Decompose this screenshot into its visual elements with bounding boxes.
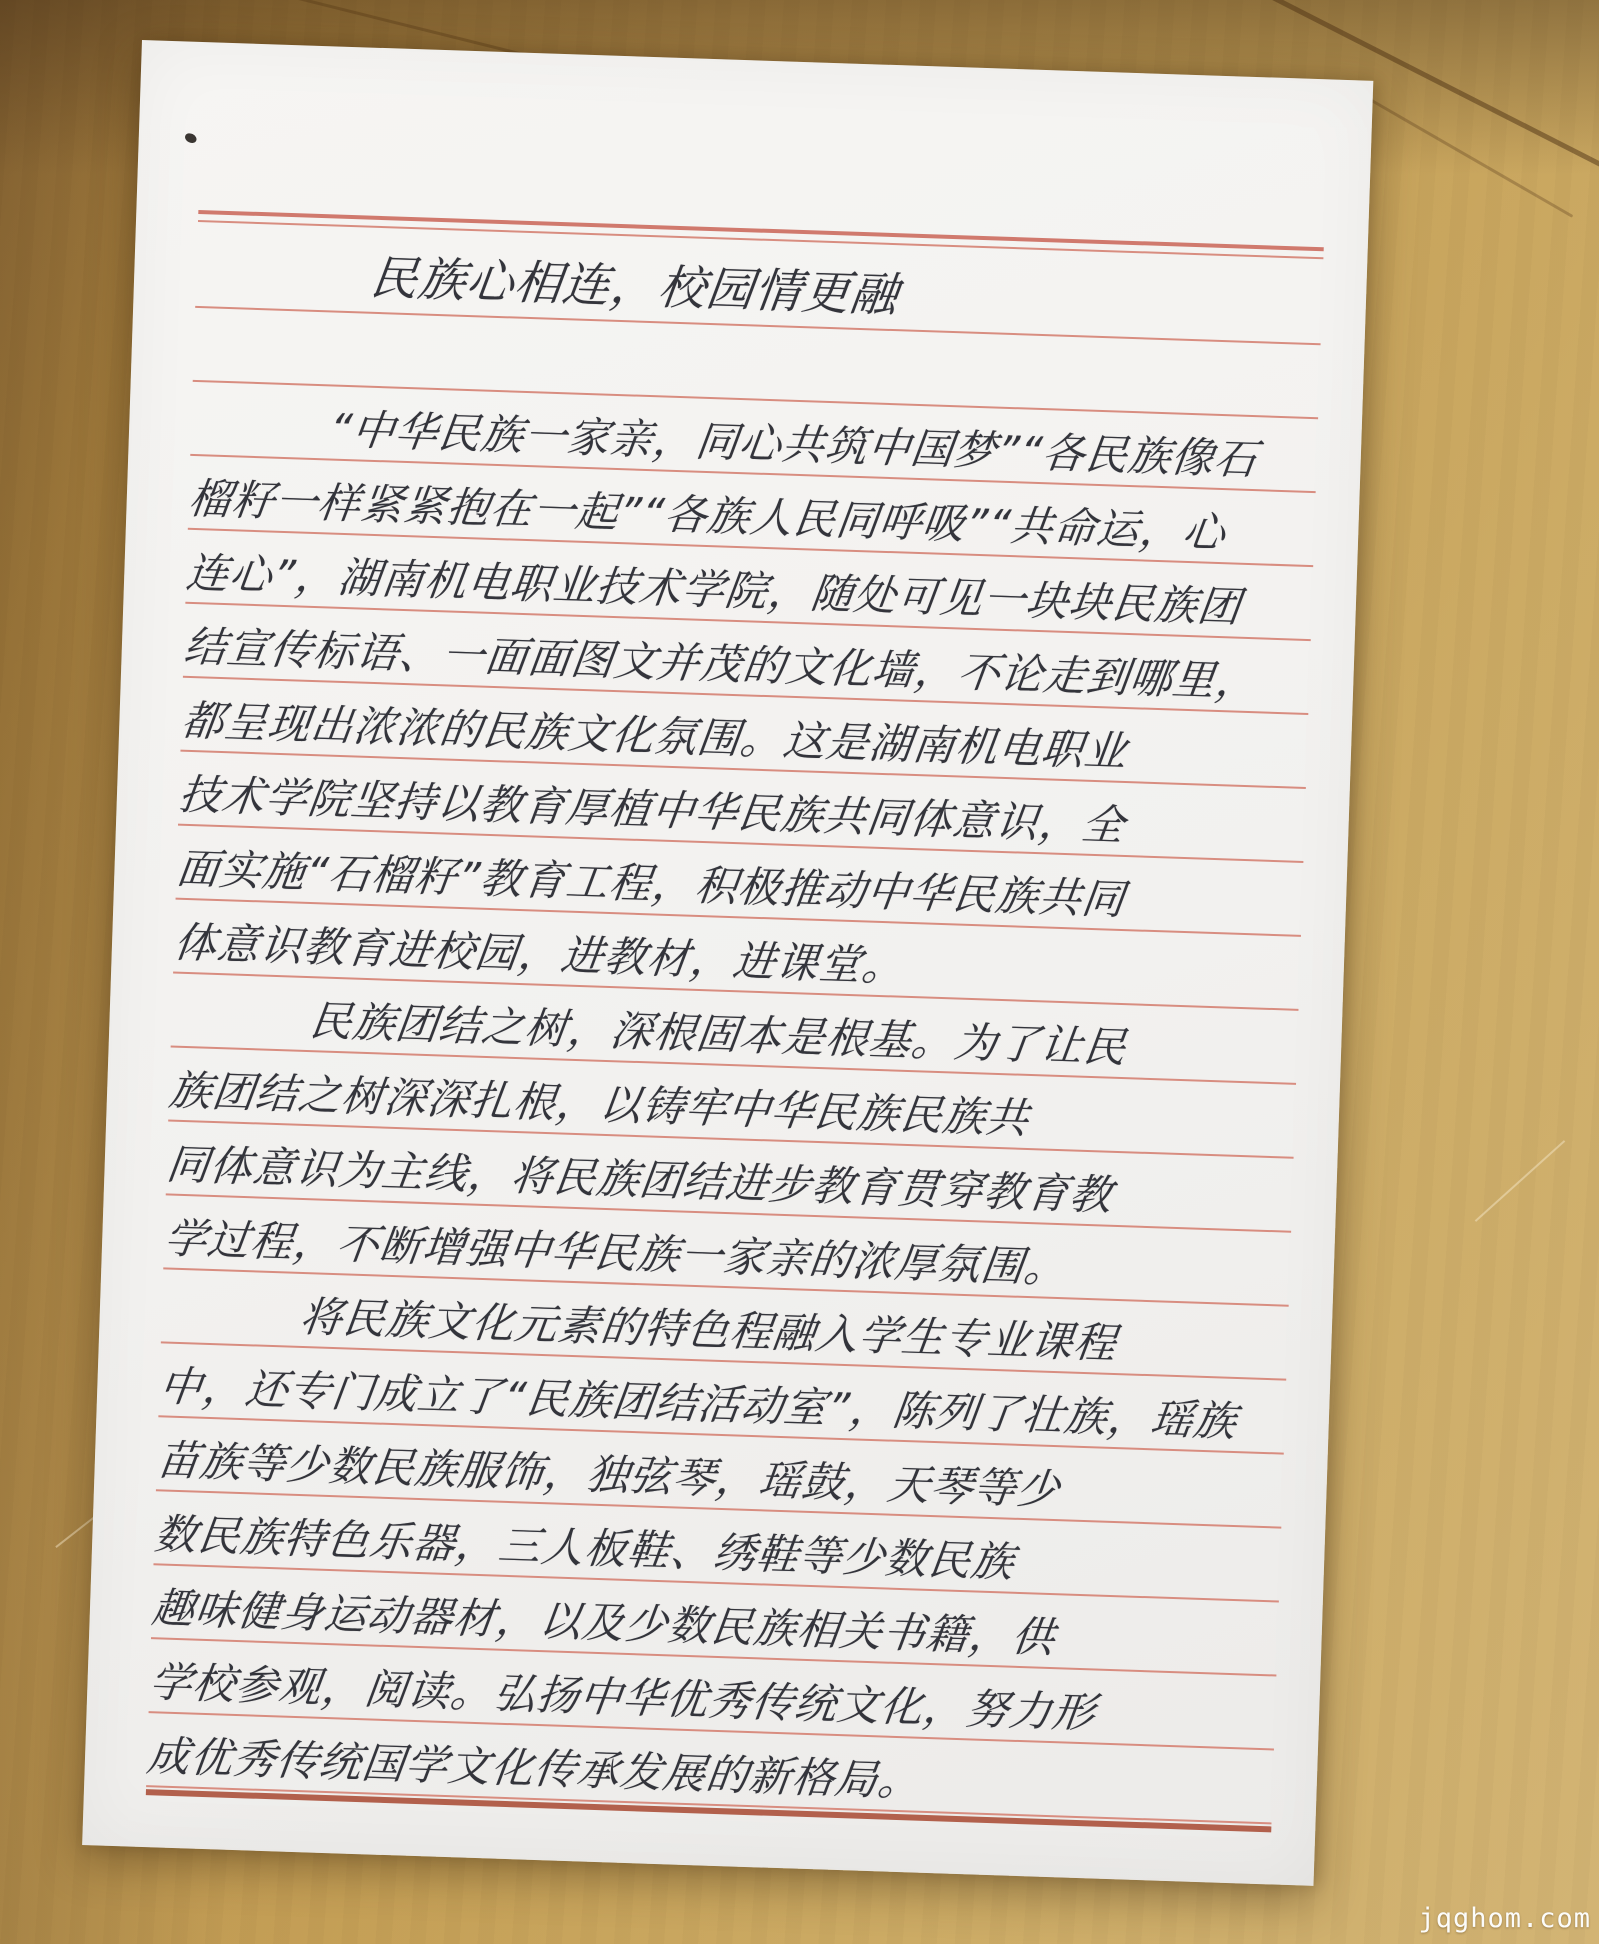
handwritten-text: 技术学院坚持以教育厚植中华民族共同体意识，全 [176, 769, 1128, 850]
handwritten-text: 体意识教育进校园，进教材，进课堂。 [171, 917, 909, 991]
handwritten-text: “中华民族一家亲，同心共筑中国梦”“各民族像石 [326, 404, 1261, 485]
paper-content [146, 42, 1330, 1832]
handwritten-text: 结宣传标语、一面面图文并茂的文化墙，不论走到哪里， [181, 621, 1262, 707]
handwritten-essay-paper [82, 40, 1373, 1886]
handwritten-text: 榴籽一样紧紧抱在一起”“各族人民同呼吸”“共命运，心 [186, 473, 1229, 558]
handwritten-text: 同体意识为主线，将民族团结进步教育贯穿教育教 [164, 1139, 1116, 1220]
handwritten-text: 族团结之树深深扎根，以铸牢中华民族民族共 [166, 1065, 1033, 1143]
watermark: jqghom.com [1418, 1903, 1591, 1934]
handwritten-text: 数民族特色乐器，三人板鞋、绣鞋等少数民族 [151, 1509, 1018, 1587]
handwritten-text: 苗族等少数民族服饰，独弦琴，瑶鼓，天琴等少 [154, 1435, 1063, 1515]
wood-grain-line [1347, 85, 1574, 218]
handwritten-text: 连心”，湖南机电职业技术学院，随处可见一块块民族团 [183, 547, 1244, 632]
essay-title: 民族心相连，校园情更融 [367, 250, 902, 324]
handwritten-text: 面实施“石榴籽”教育工程，积极推动中华民族共同 [174, 843, 1128, 924]
essay-body [146, 382, 1318, 1825]
ink-speck [183, 131, 198, 144]
table-scratch [1475, 1140, 1566, 1222]
handwritten-text: 趣味健身运动器材，以及少数民族相关书籍，供 [149, 1583, 1058, 1663]
handwritten-text: 民族团结之树，深根固本是根基。为了让民 [307, 996, 1130, 1073]
handwritten-text: 学校参观，阅读。弘扬中华优秀传统文化，努力形 [147, 1657, 1099, 1738]
handwritten-text: 中，还专门成立了“民族团结活动室”，陈列了壮族，瑶族 [156, 1361, 1240, 1446]
handwritten-text: 学过程，不断增强中华民族一家亲的浓厚氛围。 [161, 1213, 1071, 1293]
handwritten-text: 成优秀传统国学文化传承发展的新格局。 [144, 1731, 925, 1806]
handwritten-text: 将民族文化元素的特色程融入学生专业课程 [297, 1292, 1120, 1368]
handwritten-text: 都呈现出浓浓的民族文化氛围。这是湖南机电职业 [178, 695, 1131, 776]
